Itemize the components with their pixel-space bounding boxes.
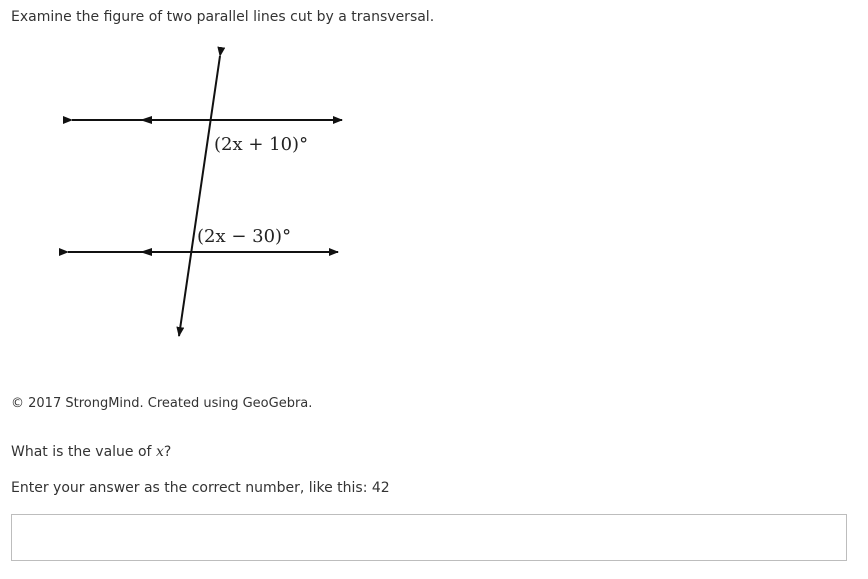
- question-prompt-text: What is the value of: [11, 444, 156, 460]
- parallel-lines-figure: [0, 40, 400, 350]
- lower-angle-label: (2x − 30)°: [197, 226, 292, 247]
- answer-instructions: Enter your answer as the correct number, like this: 42: [11, 480, 390, 496]
- lower-parallel-line: [68, 248, 338, 256]
- question-variable: x: [155, 444, 164, 460]
- question-prompt: [11, 442, 171, 462]
- answer-input[interactable]: [11, 514, 847, 561]
- upper-angle-label: (2x + 10)°: [214, 134, 309, 155]
- upper-parallel-line: [72, 116, 342, 124]
- transversal-line: [179, 56, 220, 336]
- figure-credit: © 2017 StrongMind. Created using GeoGebra.: [11, 396, 313, 411]
- question-prompt-end: ?: [163, 444, 172, 460]
- question-intro: Examine the figure of two parallel lines cut by a transversal.: [11, 9, 435, 25]
